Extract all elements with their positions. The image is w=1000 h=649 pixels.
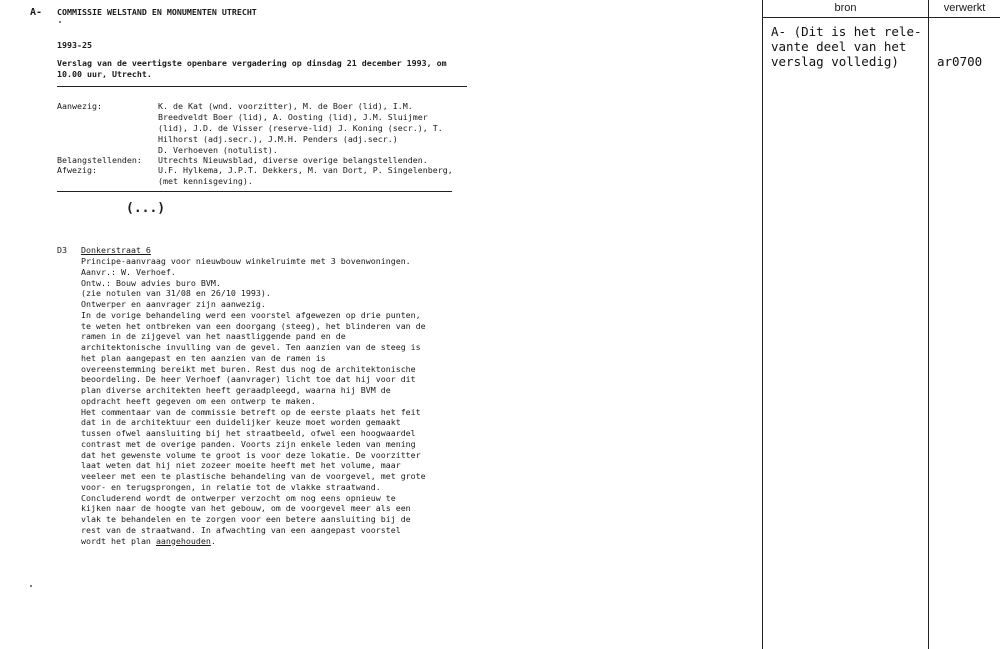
verwerkt-value: ar0700 [937, 54, 983, 69]
attendance-line: K. de Kat (wnd. voorzitter), M. de Boer (lid), I.M. [158, 101, 413, 111]
item-line: het plan aangepast en ten aanzien van de ramen is [81, 352, 326, 363]
bron-note-line: vante deel van het [771, 39, 907, 54]
document-title: COMMISSIE WELSTAND EN MONUMENTEN UTRECHT [57, 7, 257, 17]
bron-note-line: A- (Dit is het rele- [771, 24, 922, 39]
archive-sidebar [762, 0, 1000, 649]
margin-mark: A- [30, 7, 43, 18]
item-conclusion-prefix: wordt het plan [81, 535, 156, 546]
item-line: voor- en terugsprongen, in relatie tot de vlakke straatwand. [81, 481, 381, 492]
item-line: ramen in de zijgevel van het naastliggende pand en de [81, 331, 346, 342]
item-line: tussen ofwel aansluiting bij het straatbeeld, ofwel een hoogwaardel [81, 428, 416, 438]
absent-line: (met kennisgeving). [158, 176, 253, 186]
item-line: opdracht heeft gegeven om een ontwerp te maken. [81, 395, 316, 406]
absent-label: Afwezig: [57, 165, 97, 175]
item-line: vlak te behandelen en te zorgen voor een betere aansluiting bij de [81, 514, 411, 524]
item-line: In de vorige behandeling werd een voorstel afgewezen op drie punten, [81, 309, 421, 320]
item-line: kijken naar de hoogte van het gebouw, om de voorgevel meer als een [81, 503, 411, 514]
item-line: architektonische invulling van de gevel. Ten aanzien van de steeg is [81, 342, 421, 352]
item-conclusion-suffix: . [210, 535, 216, 546]
item-code: D3 [57, 245, 67, 255]
item-line: contrast met de overige panden. Voorts zijn enkele leden van mening [81, 438, 416, 449]
subject-line-2: 10.00 uur, Utrecht. [57, 69, 152, 79]
item-line: Principe-aanvraag voor nieuwbouw winkelruimte met 3 bovenwoningen. [81, 256, 411, 266]
absent-line: U.F. Hylkema, J.P.T. Dekkers, M. van Dort, P. Singelenberg, [158, 165, 453, 175]
item-line: Aanvr.: W. Verhoef. [81, 266, 176, 277]
sidebar-column-divider [928, 0, 929, 649]
interested-label: Belangstellenden: [57, 155, 142, 165]
item-line: Het commentaar van de commissie betreft op de eerste plaats het feit [81, 406, 421, 417]
item-conclusion-decision: aangehouden [155, 535, 211, 546]
ellipsis: (...) [126, 201, 166, 216]
item-line: Ontw.: Bouw advies buro BVM. [81, 277, 221, 288]
column-header-bron: bron [834, 2, 857, 14]
item-line: plan diverse architekten heeft geraadpleegd, waarna hij BVM de [81, 385, 391, 395]
item-conclusion [81, 536, 216, 547]
bron-note-line: verslag volledig) [771, 54, 899, 69]
item-line: te weten het ontbreken van een doorgang (steeg), het blinderen van de [81, 320, 426, 331]
attendance-line: D. Verhoeven (notulist). [158, 145, 278, 155]
attendance-rule [57, 191, 452, 192]
speck [59, 21, 61, 23]
speck [30, 585, 32, 587]
header-rule [57, 86, 467, 87]
item-line: overeenstemming bereikt met buren. Rest dus nog de architektonische [81, 363, 416, 374]
interested-line: Utrechts Nieuwsblad, diverse overige belangstellenden. [158, 155, 428, 165]
item-heading: Donkerstraat 6 [81, 245, 151, 255]
item-line: (zie notulen van 31/08 en 26/10 1993). [81, 288, 271, 299]
sidebar-header-rule [762, 17, 1000, 18]
attendance-line: Hilhorst (adj.secr.), J.M.H. Penders (adj.secr.) [158, 134, 398, 144]
item-line: Ontwerper en aanvrager zijn aanwezig. [81, 299, 266, 309]
sidebar-border-left [762, 0, 763, 649]
item-line: beoordeling. De heer Verhoef (aanvrager) licht toe dat hij voor dit [81, 374, 416, 385]
document-ref: 1993-25 [57, 40, 92, 50]
attendance-line: (lid), J.D. de Visser (reserve-lid) J. Koning (secr.), T. [158, 123, 443, 133]
item-line: veeleer met een te plastische behandeling van de voorgevel, met grote [81, 471, 426, 481]
item-line: rest van de straatwand. In afwachting van een aangepast voorstel [81, 524, 401, 535]
attendance-label: Aanwezig: [57, 101, 102, 111]
item-line: dat het gewenste volume te groot is voor deze lokatie. De voorzitter [81, 449, 421, 460]
item-line: Concluderend wordt de ontwerper verzocht om nog eens opnieuw te [81, 492, 396, 503]
subject-line-1: Verslag van de veertigste openbare vergadering op dinsdag 21 december 1993, om [57, 58, 447, 68]
item-line: dat in de architektuur een duidelijker keuze moet worden gemaakt [81, 417, 401, 428]
item-line: laat weten dat hij niet zozeer moeite heeft met het volume, maar [81, 460, 401, 471]
column-header-verwerkt: verwerkt [943, 2, 986, 14]
attendance-line: Breedveldt Boer (lid), A. Oosting (lid), J.M. Sluijmer [158, 112, 428, 122]
